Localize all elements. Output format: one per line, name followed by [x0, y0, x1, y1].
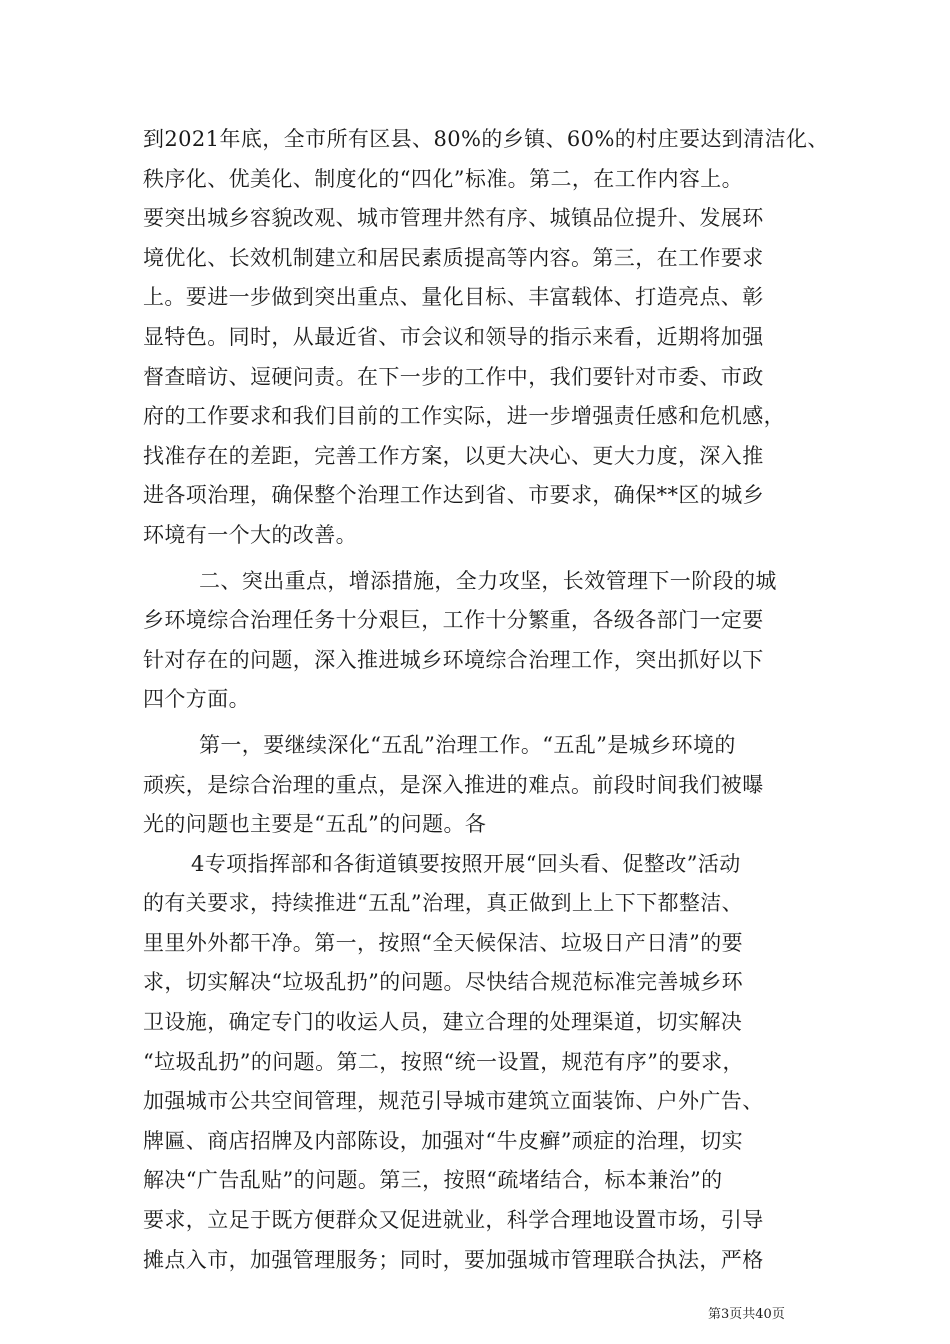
text-line: 要突出城乡容貌改观、城市管理井然有序、城镇品位提升、发展环 [143, 206, 764, 231]
paragraph-start-line: 4专项指挥部和各街道镇要按照开展“回头看、促整改”活动 [191, 851, 741, 876]
text-line: 四个方面。 [143, 687, 250, 712]
text-line: 乡环境综合治理任务十分艰巨，工作十分繁重，各级各部门一定要 [143, 608, 764, 633]
paragraph-start-line: 第一，要继续深化“五乱”治理工作。“五乱”是城乡环境的 [199, 732, 736, 757]
text-line: 显特色。同时，从最近省、市会议和领导的指示来看，近期将加强 [143, 324, 764, 349]
text-line: 上。要进一步做到突出重点、量化目标、丰富载体、打造亮点、彰 [143, 285, 764, 310]
text-line: 求，切实解决“垃圾乱扔”的问题。尽快结合规范标准完善城乡环 [143, 970, 744, 995]
text-line: 里里外外都干净。第一，按照“全天候保洁、垃圾日产日清”的要 [143, 930, 744, 955]
text-line: 针对存在的问题，深入推进城乡环境综合治理工作，突出抓好以下 [143, 647, 764, 672]
text-line: 到2021年底，全市所有区县、80%的乡镇、60%的村庄要达到清洁化、 [143, 127, 829, 151]
text-line: 加强城市公共空间管理，规范引导城市建筑立面装饰、户外广告、 [143, 1089, 764, 1114]
text-line: 环境有一个大的改善。 [143, 522, 357, 547]
text-line: 卫设施，确定专门的收运人员，建立合理的处理渠道，切实解决 [143, 1010, 743, 1035]
page-number: 第3页共40页 [708, 1307, 785, 1322]
text-line: 督查暗访、逗硬问责。在下一步的工作中，我们要针对市委、市政 [143, 364, 764, 389]
text-line: 解决“广告乱贴”的问题。第三，按照“疏堵结合，标本兼治”的 [143, 1168, 723, 1193]
text-line: 秩序化、优美化、制度化的“四化”标准。第二，在工作内容上。 [143, 166, 744, 191]
text-line: 境优化、长效机制建立和居民素质提高等内容。第三，在工作要求 [143, 245, 764, 270]
text-line: 顽疾，是综合治理的重点，是深入推进的难点。前段时间我们被曝 [143, 772, 764, 797]
text-line: 要求，立足于既方便群众又促进就业，科学合理地设置市场，引导 [143, 1208, 764, 1233]
text-line: 府的工作要求和我们目前的工作实际，进一步增强责任感和危机感， [143, 404, 785, 429]
text-line: 光的问题也主要是“五乱”的问题。各 [143, 812, 487, 837]
text-line: 摊点入市，加强管理服务；同时，要加强城市管理联合执法，严格 [143, 1247, 764, 1272]
text-line: “垃圾乱扔”的问题。第二，按照“统一设置，规范有序”的要求， [143, 1049, 744, 1074]
paragraph-start-line: 二、突出重点，增添措施，全力攻坚，长效管理下一阶段的城 [199, 568, 777, 593]
text-line: 找准存在的差距，完善工作方案，以更大决心、更大力度，深入推 [143, 443, 764, 468]
document-body [143, 120, 829, 1280]
text-line: 牌匾、商店招牌及内部陈设，加强对“牛皮癣”顽症的治理，切实 [143, 1128, 744, 1153]
text-line: 进各项治理，确保整个治理工作达到省、市要求，确保**区的城乡 [143, 483, 764, 508]
text-line: 的有关要求，持续推进“五乱”治理，真正做到上上下下都整洁、 [143, 891, 744, 916]
